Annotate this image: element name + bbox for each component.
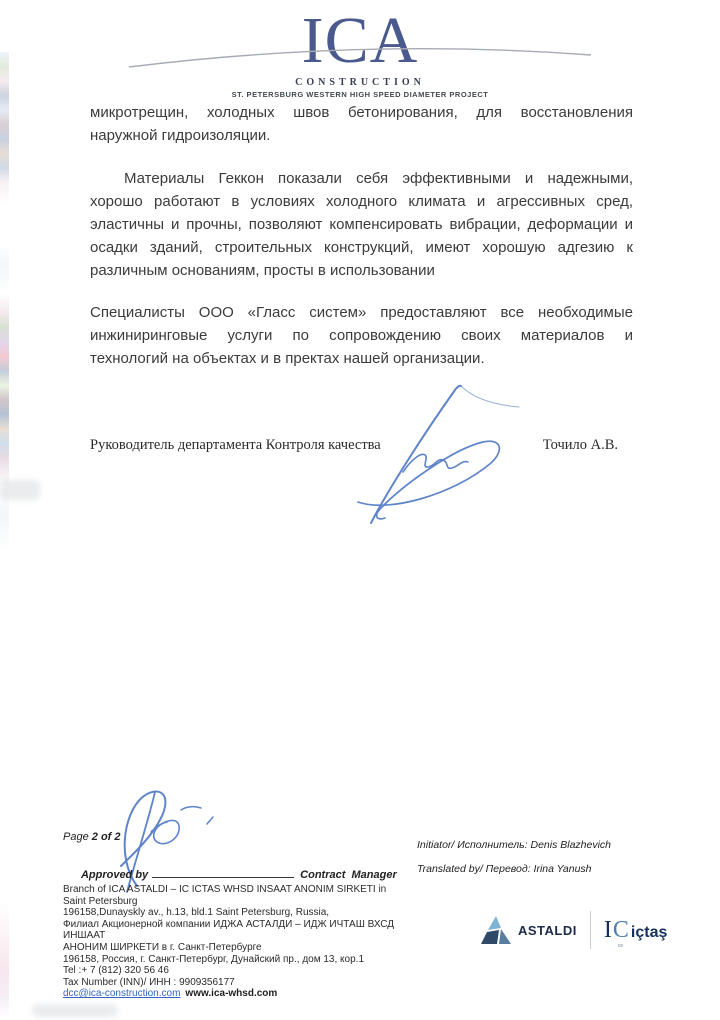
logo-arc-graphic xyxy=(125,38,595,72)
page-label: Page xyxy=(63,831,89,843)
translated-by-value: Irina Yanush xyxy=(533,863,592,875)
ictas-ce-mark: ce xyxy=(617,942,624,949)
logo-project-label: ST. PETERSBURG WESTERN HIGH SPEED DIAMETER PROJECT xyxy=(231,90,489,99)
website-text: www.ica-whsd.com xyxy=(185,988,278,1000)
contact-line xyxy=(63,988,413,1000)
ictas-wordmark: içtaş xyxy=(630,923,668,941)
scan-smudge xyxy=(0,480,40,500)
astaldi-triangle-icon xyxy=(481,916,511,945)
approved-by-label: Approved by xyxy=(80,869,149,881)
astaldi-logo xyxy=(481,916,577,945)
initiator-label: Initiator/ Исполнитель: xyxy=(417,839,528,851)
ictas-letter-c: C xyxy=(612,916,629,943)
approved-by-role: Contract Manager xyxy=(300,869,397,881)
ictas-logo xyxy=(603,916,668,949)
letter-body xyxy=(90,101,633,370)
company-details xyxy=(63,884,413,1000)
page-indicator xyxy=(63,831,397,843)
partner-logos xyxy=(481,906,667,954)
footer-right-block xyxy=(417,833,611,881)
company-address-lines: Branch of ICA ASTALDI – IC ICTAS WHSD INSAAT ANONIM SIRKETI in Saint Petersburg 196158,Dunayskly av., h.13, bld.1 Saint Petersburg, Russia, Филиал Акционерной компании ИДЖА АСТАЛДИ – ИДЖ ИЧТАШ ВХСД ИНШААТ АНОНИМ ШИРКЕТИ в г. Санкт-Петербурге 196158, Россия, г. Санкт-Петербург, Дунайский пр., дом 13, кор.1 Tel :+ 7 (812) 320 56 46 Tax Number (INN)/ ИНН : 9909356177 xyxy=(63,884,395,988)
signer-position: Руководитель департамента Контроля качества xyxy=(90,437,381,453)
paragraph-3: Специалисты ООО «Гласс систем» предоставляют все необходимые инжиниринговые услуги по сопровождению своих материалов и технологий на объектах и в пректах нашей организации. xyxy=(90,304,633,367)
translated-by-label: Translated by/ Перевод: xyxy=(417,863,531,875)
paragraph-1: микротрещин, холодных швов бетонирования, для восстановления наружной гидроизоляции. xyxy=(90,104,633,144)
page-value: 2 of 2 xyxy=(91,831,121,843)
scan-artifact-strip xyxy=(0,52,9,1018)
paragraph-2: Материалы Геккон показали себя эффективными и надежными, хорошо работают в условиях холодного климата и агрессивных сред, эластичны и прочны, позволяют компенсировать вибрации, деформации и осадки зданий, строительных конструкций, имеют хорошую адгезию к различным основаниям, просты в использовании xyxy=(90,170,633,279)
translated-by-row xyxy=(417,857,611,881)
astaldi-wordmark: ASTALDI xyxy=(518,922,577,938)
initiator-value: Denis Blazhevich xyxy=(530,839,612,851)
signature-line xyxy=(152,868,294,878)
email-link[interactable]: dcc@ica-construction.com xyxy=(63,988,181,1000)
logo-ica-text: ICA xyxy=(301,4,419,77)
logo-divider xyxy=(590,911,591,949)
ictas-letter-i: I xyxy=(603,916,612,943)
logo-construction-label: CONSTRUCTION xyxy=(295,77,425,88)
signer-name: Точило А.В. xyxy=(542,437,618,453)
signature-ink-main xyxy=(333,380,533,530)
initiator-row xyxy=(417,833,611,857)
scan-smudge xyxy=(32,1004,118,1017)
